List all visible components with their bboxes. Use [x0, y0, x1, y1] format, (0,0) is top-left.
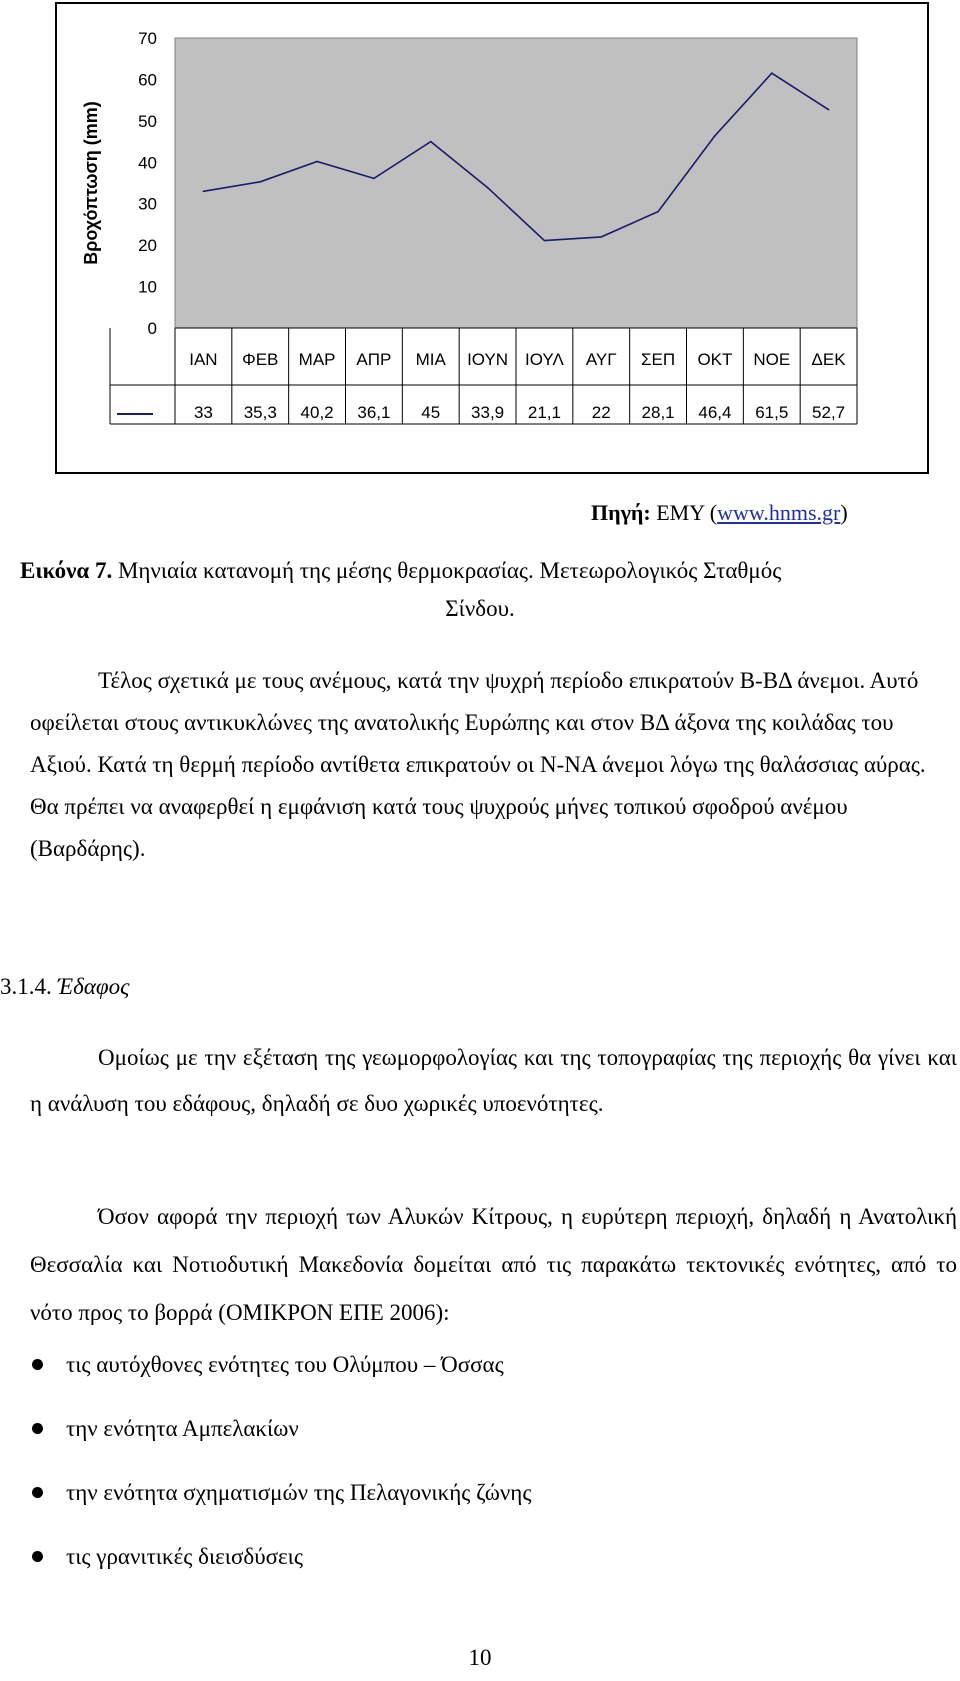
y-tick-label: 50: [138, 111, 157, 131]
x-tick-label: ΦΕΒ: [242, 350, 279, 369]
data-point: [828, 109, 830, 111]
data-point: [771, 72, 773, 74]
y-axis-label: Βροχόπτωση (mm): [81, 101, 101, 265]
paragraph-soil-intro: Ομοίως με την εξέταση της γεωμορφολογίας και της τοπογραφίας της περιοχής θα γίνει και η ανάλυση του εδάφους, δηλαδή σε δυο χωρικές υποενότητες.: [30, 1045, 957, 1116]
data-value-label: 35,3: [243, 403, 277, 422]
y-tick-label: 10: [138, 277, 157, 297]
bullet-icon: [32, 1359, 43, 1370]
data-point: [544, 240, 546, 242]
y-tick-label: 20: [138, 236, 157, 256]
x-tick-label: ΟΚΤ: [697, 350, 733, 369]
x-tick-label: ΔΕΚ: [811, 350, 846, 369]
data-value-label: 40,2: [300, 403, 334, 422]
data-value-label: 22: [591, 403, 611, 422]
data-point: [600, 236, 602, 238]
list-item-text: τις αυτόχθονες ενότητες του Ολύμπου – Όσσας: [66, 1352, 504, 1377]
data-value-label: 52,7: [812, 403, 846, 422]
list-item: [30, 1348, 531, 1412]
x-tick-label: ΙΟΥΝ: [467, 350, 509, 369]
y-tick-label: 0: [147, 319, 157, 338]
section-title: Έδαφος: [57, 974, 130, 999]
data-point: [203, 190, 205, 192]
tectonic-units-list: [30, 1348, 531, 1604]
y-tick-label: 70: [138, 29, 157, 48]
list-item: [30, 1412, 531, 1476]
source-note: [591, 500, 848, 526]
paragraph-winds: Τέλος σχετικά με τους ανέμους, κατά την ψυχρή περίοδο επικρατούν Β-ΒΔ άνεμοι. Αυτό οφείλεται στους αντικυκλώνες της ανατολικής Ευρώπης και στον ΒΔ άξονα της κοιλάδας του Αξιού. Κατά τη θερμή περίοδο αντίθετα επικρατούν οι Ν-ΝΑ άνεμοι λόγω της θαλάσσιας αύρας. Θα πρέπει να αναφερθεί η εμφάνιση κατά τους ψυχρούς μήνες τοπικού σφοδρού ανέμου (Βαρδάρης).: [30, 668, 926, 861]
data-value-label: 45: [421, 403, 441, 422]
rainfall-chart: [57, 4, 927, 472]
x-tick-label: ΜΑΡ: [298, 350, 336, 369]
data-point: [487, 187, 489, 189]
x-tick-label: ΑΥΓ: [585, 350, 617, 369]
x-tick-label: ΙΑΝ: [189, 350, 218, 369]
x-tick-label: ΣΕΠ: [641, 350, 676, 369]
list-item-text: την ενότητα σχηματισμών της Πελαγονικής ζώνης: [66, 1480, 532, 1505]
source-text: ΕΜΥ (: [656, 500, 718, 525]
source-link[interactable]: www.hnms.gr: [717, 500, 841, 525]
caption-line2: Σίνδου.: [445, 596, 515, 621]
y-tick-label: 60: [138, 70, 157, 90]
data-value-label: 33: [193, 403, 213, 422]
plot-area: [175, 38, 857, 328]
bullet-icon: [32, 1423, 43, 1434]
data-point: [316, 161, 318, 163]
paragraph-tectonic: Όσον αφορά την περιοχή των Αλυκών Κίτρους, η ευρύτερη περιοχή, δηλαδή η Ανατολική Θεσσαλία και Νοτιοδυτική Μακεδονία δομείται από τις παρακάτω τεκτονικές ενότητες, από το νότο προς το βορρά (ΟΜΙΚΡΟΝ ΕΠΕ 2006):: [30, 1204, 957, 1325]
y-tick-label: 30: [138, 194, 157, 214]
data-value-label: 33,9: [471, 403, 505, 422]
list-item: [30, 1540, 531, 1604]
bullet-icon: [32, 1551, 43, 1562]
data-point: [373, 178, 375, 180]
figure-caption: [20, 552, 940, 628]
section-number: 3.1.4.: [0, 974, 58, 999]
data-value-label: 28,1: [641, 403, 675, 422]
list-item-text: τις γρανιτικές διεισδύσεις: [66, 1544, 303, 1569]
list-item: [30, 1476, 531, 1540]
data-value-label: 21,1: [527, 403, 561, 422]
data-value-label: 61,5: [755, 403, 789, 422]
caption-line1: Μηνιαία κατανομή της μέσης θερμοκρασίας. Μετεωρολογικός Σταθμός: [112, 558, 782, 583]
x-tick-label: ΝΟΕ: [753, 350, 791, 369]
data-point: [657, 211, 659, 213]
list-item-text: την ενότητα Αμπελακίων: [66, 1416, 299, 1441]
caption-label: Εικόνα 7.: [20, 558, 113, 583]
bullet-icon: [32, 1487, 43, 1498]
x-tick-label: ΑΠΡ: [356, 350, 392, 369]
source-label: Πηγή:: [591, 500, 651, 525]
data-value-label: 36,1: [357, 403, 391, 422]
data-point: [714, 135, 716, 137]
chart-frame: [55, 2, 929, 474]
data-point: [430, 141, 432, 143]
y-tick-label: 40: [138, 153, 157, 173]
source-close: ): [840, 500, 848, 525]
page-number: 10: [468, 1645, 492, 1670]
x-tick-label: ΙΟΥΛ: [524, 350, 564, 369]
data-point: [259, 181, 261, 183]
data-value-label: 46,4: [698, 403, 732, 422]
x-tick-label: ΜΙΑ: [415, 350, 446, 369]
section-heading: [0, 974, 129, 1000]
